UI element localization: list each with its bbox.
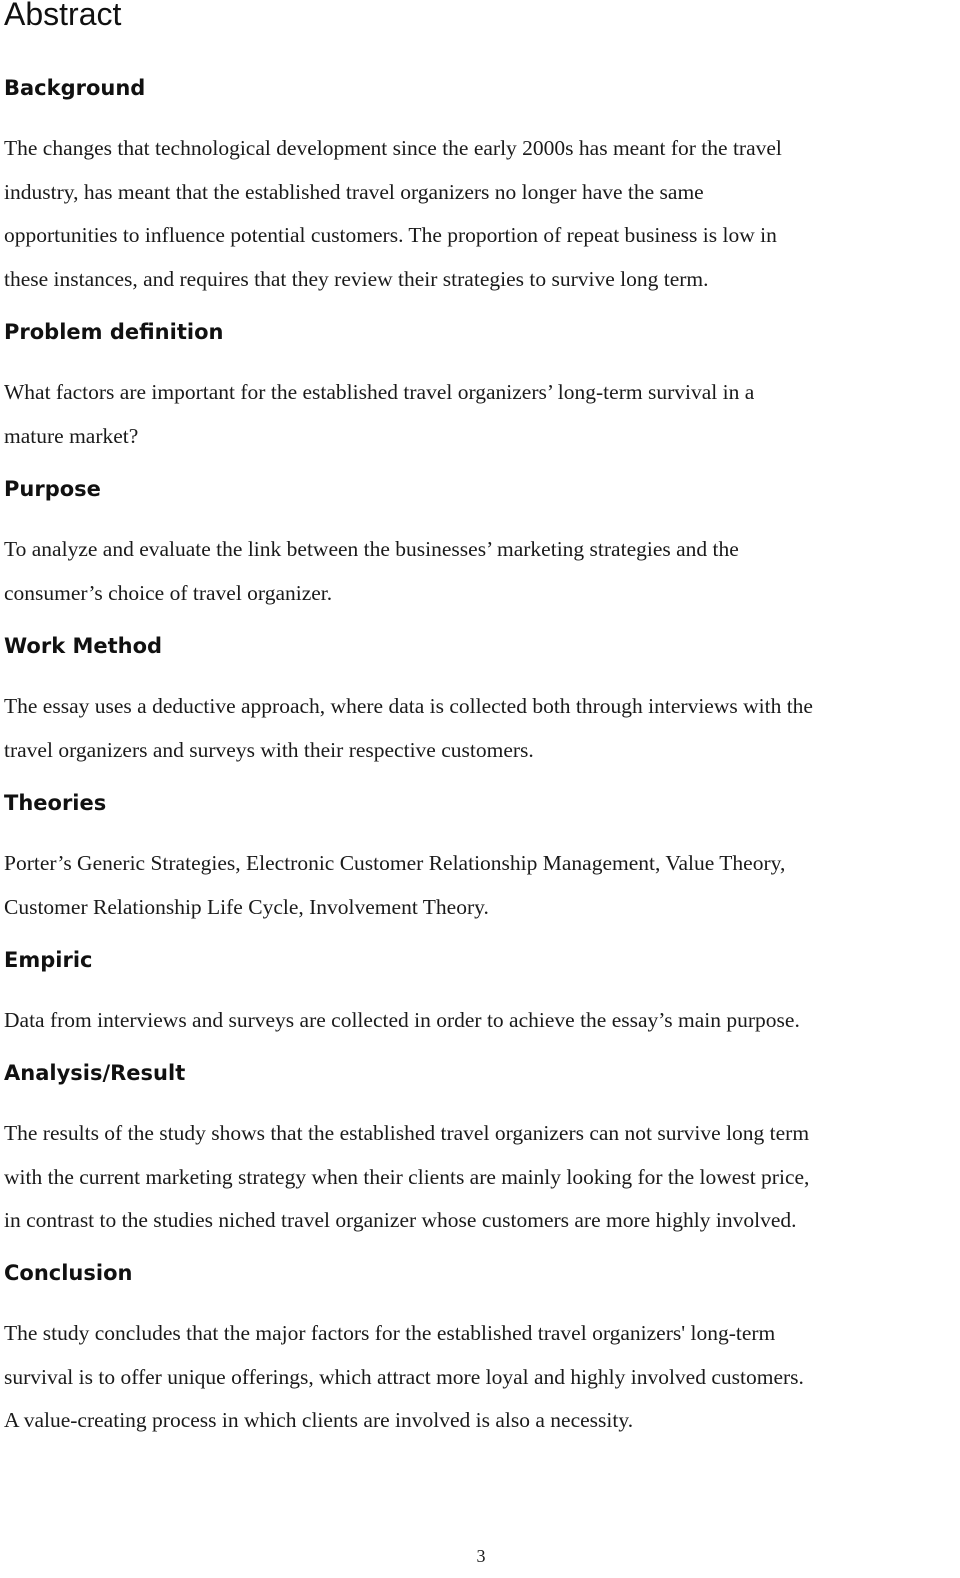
section-problem-definition [4, 315, 958, 458]
section-purpose [4, 472, 958, 615]
section-text-purpose: To analyze and evaluate the link between the businesses’ marketing strategies and the consumer’s choice of travel organizer. [4, 537, 739, 605]
section-heading-analysis-result: Analysis/Result [4, 1061, 186, 1085]
section-heading-problem-definition: Problem definition [4, 320, 224, 344]
page-number: 3 [476, 1546, 486, 1566]
section-text-problem-definition: What factors are important for the established travel organizers’ long-term survival in a mature market? [4, 380, 755, 448]
section-theories [4, 786, 958, 929]
section-text-background: The changes that technological development since the early 2000s has meant for the travel industry, has meant that the established travel organizers no longer have the same opportunities to influence potential customers. The proportion of repeat business is low in these instances, and requires that they review their strategies to survive long term. [4, 136, 782, 291]
section-background [4, 71, 958, 301]
section-text-empiric: Data from interviews and surveys are collected in order to achieve the essay’s main purpose. [4, 1008, 800, 1032]
page-title: Abstract [4, 0, 122, 32]
section-heading-purpose: Purpose [4, 477, 101, 501]
section-heading-empiric: Empiric [4, 948, 93, 972]
section-text-theories: Porter’s Generic Strategies, Electronic Customer Relationship Management, Value Theory, Customer Relationship Life Cycle, Involvement Theory. [4, 851, 786, 919]
section-analysis-result [4, 1056, 958, 1243]
section-text-analysis-result: The results of the study shows that the established travel organizers can not survive long term with the current marketing strategy when their clients are mainly looking for the lowest price, in contrast to the studies niched travel organizer whose customers are more highly involved. [4, 1121, 810, 1233]
section-text-work-method: The essay uses a deductive approach, where data is collected both through interviews with the travel organizers and surveys with their respective customers. [4, 694, 813, 762]
section-text-conclusion: The study concludes that the major factors for the established travel organizers' long-term survival is to offer unique offerings, which attract more loyal and highly involved customers. A value-creating process in which clients are involved is also a necessity. [4, 1321, 804, 1433]
section-empiric [4, 943, 958, 1043]
section-conclusion [4, 1256, 958, 1443]
section-heading-work-method: Work Method [4, 634, 163, 658]
section-heading-theories: Theories [4, 791, 107, 815]
section-heading-conclusion: Conclusion [4, 1261, 133, 1285]
section-work-method [4, 629, 958, 772]
section-heading-background: Background [4, 76, 146, 100]
